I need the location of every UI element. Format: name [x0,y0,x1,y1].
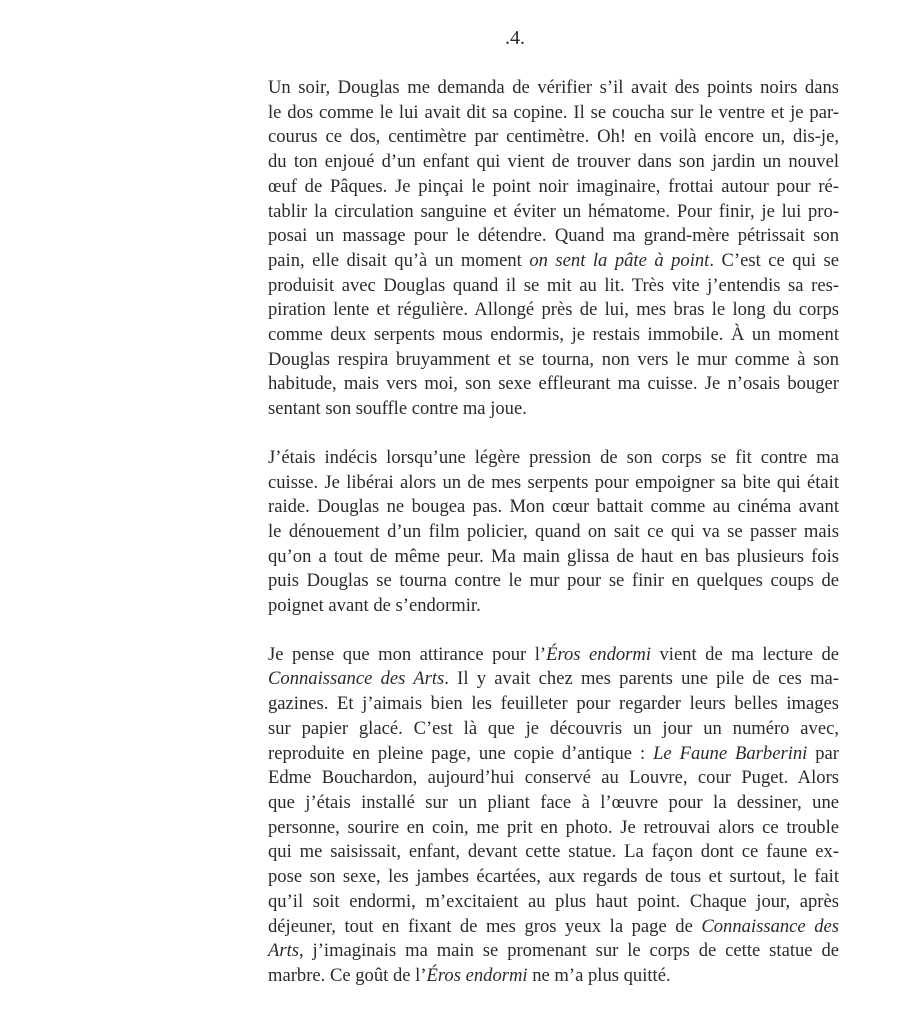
text-line [268,717,839,742]
text-run: produisit avec Douglas quand il se mit au lit. Très vite j’entendis sa res- [268,274,839,296]
text-run: . Il y avait chez mes parents une pile de ces ma- [444,668,839,690]
text-column [268,76,839,1013]
text-run: œuf de Pâques. Je pinçai le point noir imaginaire, frottai autour pour ré- [268,175,839,197]
text-run: poignet avant de s’endormir. [268,595,481,617]
text-line [268,643,839,668]
text-line [268,545,839,570]
text-line [268,125,839,150]
text-line [268,594,839,619]
text-run: Je pense que mon attirance pour l’ [268,643,547,665]
text-line [268,76,839,101]
text-run: marbre. Ce goût de l’ [268,964,427,986]
text-line [268,323,839,348]
text-line [268,791,839,816]
text-run: déjeuner, tout en fixant de mes gros yeux la page de [268,915,702,937]
text-run: vient de ma lecture de [651,643,840,665]
text-line [268,298,839,323]
italic-title: Le Faune Barberini [653,742,808,764]
text-line [268,175,839,200]
text-run: habitude, mais vers moi, son sexe effleurant ma cuisse. Je n’osais bouger [268,373,839,395]
paragraph [268,76,839,422]
text-run: qui me saisissait, enfant, devant cette statue. La façon dont ce faune ex- [268,841,839,863]
page-number: .4. [505,27,525,49]
text-run: pain, elle disait qu’à un moment [268,249,530,271]
text-run: posai un massage pour le détendre. Quand ma grand-mère pétrissait son [268,225,839,247]
text-run: tablir la circulation sanguine et éviter un hématome. Pour finir, je lui pro- [268,200,839,222]
text-line [268,224,839,249]
text-line [268,520,839,545]
text-line [268,150,839,175]
text-line [268,692,839,717]
text-run: Un soir, Douglas me demanda de vérifier s’il avait des points noirs dans [268,77,839,98]
text-run: personne, sourire en coin, me prit en photo. Je retrouvai alors ce trouble [268,816,839,838]
text-run: , j’imaginais ma main se promenant sur le corps de cette statue de [299,940,839,962]
text-line [268,446,839,471]
text-line [268,372,839,397]
text-run: pose son sexe, les jambes écartées, aux regards de tous et surtout, le fait [268,866,839,888]
text-line [268,766,839,791]
text-run: sentant son souffle contre ma joue. [268,398,527,420]
text-line [268,397,839,422]
text-line [268,274,839,299]
text-run: . C’est ce qui se [709,249,839,271]
text-line [268,249,839,274]
text-run: sur papier glacé. C’est là que je découvris un jour un numéro avec, [268,717,839,739]
text-run: qu’on a tout de même peur. Ma main glissa de haut en bas plusieurs fois [268,545,839,567]
text-run: J’étais indécis lorsqu’une légère pression de son corps se fit contre ma [268,446,839,468]
text-run: gazines. Et j’aimais bien les feuilleter pour regarder leurs belles images [268,693,839,715]
text-line [268,569,839,594]
text-run: raide. Douglas ne bougea pas. Mon cœur battait comme au cinéma avant [268,496,839,518]
text-run: Douglas respira bruyamment et se tourna, non vers le mur comme à son [268,348,839,370]
text-run: cuisse. Je libérai alors un de mes serpents pour empoigner sa bite qui était [268,471,839,493]
text-run: le dénouement d’un film policier, quand on sait ce qui va se passer mais [268,520,839,542]
text-run: que j’étais installé sur un pliant face à l’œuvre pour la dessiner, une [268,791,839,813]
italic-title: on sent la pâte à point [529,249,710,271]
text-run: du ton enjoué d’un enfant qui vient de trouver dans son jardin un nouvel [268,151,839,173]
text-line [268,101,839,126]
text-run: reproduite en pleine page, une copie d’antique : [268,742,654,764]
text-line [268,915,839,940]
text-run: courus ce dos, centimètre par centimètre. Oh! en voilà encore un, dis-je, [268,126,839,148]
paragraph [268,643,839,989]
text-line [268,865,839,890]
text-line [268,816,839,841]
text-line [268,742,839,767]
text-run: par [807,742,839,764]
text-line [268,495,839,520]
italic-title: Éros endormi [426,964,528,986]
text-run: le dos comme le lui avait dit sa copine. Il se coucha sur le ventre et je par- [268,101,839,123]
text-run: comme deux serpents mous endormis, je restais immobile. À un moment [268,324,839,346]
italic-title: Arts [268,940,299,962]
text-line [268,667,839,692]
text-line [268,890,839,915]
text-line [268,348,839,373]
text-line [268,964,839,989]
text-line [268,939,839,964]
text-run: Edme Bouchardon, aujourd’hui conservé au Louvre, cour Puget. Alors [268,767,839,789]
paragraph [268,446,839,619]
italic-title: Éros endormi [546,643,651,665]
text-line [268,471,839,496]
italic-title: Connaissance des [701,915,840,937]
text-line [268,200,839,225]
text-line [268,840,839,865]
text-run: piration lente et régulière. Allongé près de lui, mes bras le long du corps [268,299,839,321]
italic-title: Connaissance des Arts [268,668,445,690]
text-run: puis Douglas se tourna contre le mur pour se finir en quelques coups de [268,570,839,592]
text-run: ne m’a plus quitté. [527,964,671,986]
text-run: qu’il soit endormi, m’excitaient au plus haut point. Chaque jour, après [268,890,839,912]
